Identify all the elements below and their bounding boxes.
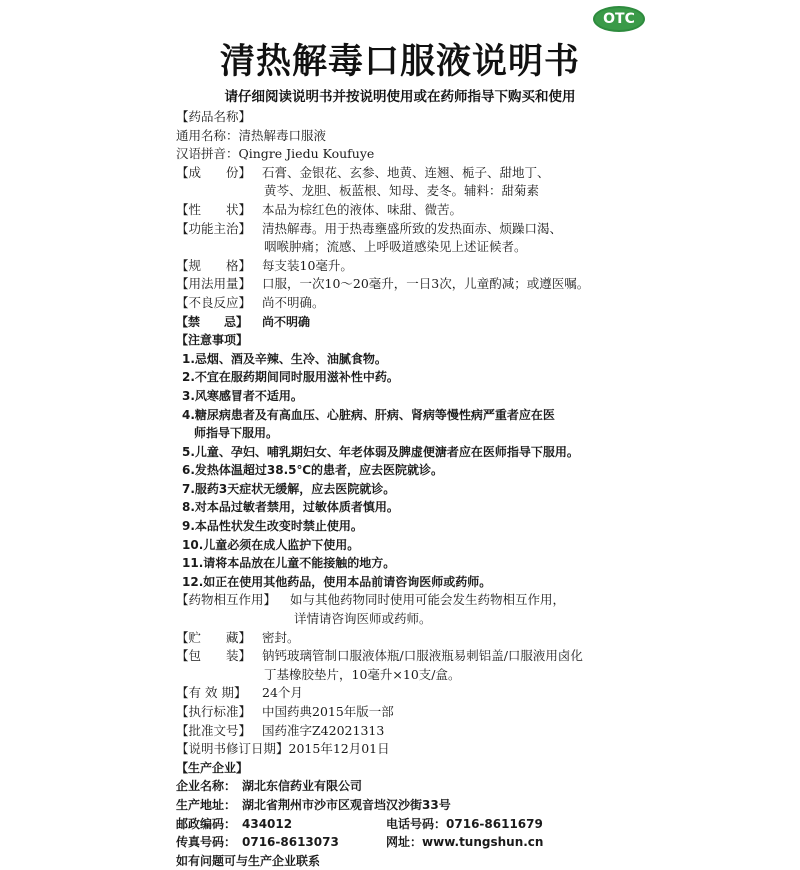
approval-label: 【批准文号】 [176, 722, 252, 738]
storage-label: 【贮 藏】 [176, 629, 252, 645]
interaction-label: 【药物相互作用】 [176, 592, 277, 608]
precaution-item-continued: 师指导下服用。 [194, 426, 279, 441]
pinyin-label: 汉语拼音： [176, 146, 239, 162]
indications-value-2: 咽喉肿痛；流感、上呼吸道感染见上述证候者。 [264, 239, 527, 255]
address-label: 生产地址： [176, 797, 237, 812]
ingredients-value-1: 石膏、金银花、玄参、地黄、连翘、栀子、甜地丁、 [262, 164, 550, 180]
validity-label: 【有 效 期】 [176, 685, 247, 701]
precaution-item: 10.儿童必须在成人监护下使用。 [182, 537, 360, 552]
precaution-item: 2.不宜在服药期间同时服用滋补性中药。 [182, 370, 399, 385]
interaction-value-1: 如与其他药物同时使用可能会发生药物相互作用， [290, 592, 566, 608]
indications-row [176, 220, 736, 239]
revision-value: 2015年12月01日 [288, 741, 390, 757]
package-row [176, 647, 736, 666]
postcode-label: 邮政编码： [176, 816, 237, 831]
precaution-item: 7.服药3天症状无缓解，应去医院就诊。 [182, 481, 396, 496]
contraindications-value: 尚不明确 [262, 314, 311, 329]
spec-row [176, 257, 736, 276]
interaction-row [176, 591, 736, 610]
appearance-value: 本品为棕红色的液体、味甜、微苦。 [262, 201, 463, 217]
precaution-item: 5.儿童、孕妇、哺乳期妇女、年老体弱及脾虚便溏者应在医师指导下服用。 [182, 444, 579, 459]
revision-label: 【说明书修订日期】 [176, 741, 289, 757]
fax-value: 0716-8613073 [242, 835, 339, 850]
approval-value: 国药准字Z42021313 [262, 722, 385, 738]
fax-label: 传真号码： [176, 835, 237, 850]
address-row [176, 796, 736, 815]
company-label: 企业名称： [176, 779, 237, 794]
approval-row [176, 722, 736, 741]
validity-row [176, 684, 736, 703]
pinyin-value: Qingre Jiedu Koufuye [238, 146, 375, 162]
phone-label: 电话号码： [386, 816, 447, 831]
leaflet-body [176, 108, 736, 870]
generic-name-value: 清热解毒口服液 [238, 127, 327, 143]
storage-row [176, 629, 736, 648]
otc-badge: OTC [593, 6, 645, 32]
precaution-item: 3.风寒感冒者不适用。 [182, 388, 303, 403]
company-value: 湖北东信药业有限公司 [242, 779, 363, 794]
phone-value: 0716-8611679 [446, 816, 543, 831]
appearance-label: 【性 状】 [176, 201, 252, 217]
dosage-label: 【用法用量】 [176, 276, 252, 292]
generic-name-row [176, 127, 736, 146]
company-row [176, 777, 736, 796]
precaution-item: 12.如正在使用其他药品，使用本品前请咨询医师或药师。 [182, 574, 492, 589]
package-value-1: 钠钙玻璃管制口服液体瓶/口服液瓶易刺铝盖/口服液用卤化 [262, 648, 583, 664]
package-value-2: 丁基橡胶垫片，10毫升×10支/盒。 [264, 666, 461, 682]
address-value: 湖北省荆州市沙市区观音垱汉沙街33号 [242, 797, 451, 812]
drug-name-header: 【药品名称】 [176, 109, 252, 124]
precaution-item: 11.请将本品放在儿童不能接触的地方。 [182, 556, 396, 571]
manufacturer-header: 【生产企业】 [176, 760, 249, 775]
footer-note: 如有问题可与生产企业联系 [176, 853, 321, 868]
adverse-row [176, 294, 736, 313]
precaution-item: 1.忌烟、酒及辛辣、生冷、油腻食物。 [182, 351, 387, 366]
standard-value: 中国药典2015年版一部 [262, 704, 394, 719]
generic-name-label: 通用名称： [176, 127, 239, 143]
precautions-header: 【注意事项】 [176, 333, 249, 348]
indications-value-1: 清热解毒。用于热毒壅盛所致的发热面赤、烦躁口渴、 [262, 220, 563, 236]
validity-value: 24个月 [262, 685, 303, 701]
postcode-phone-row [176, 815, 736, 834]
document-title: 清热解毒口服液说明书 [219, 42, 580, 82]
standard-label: 【执行标准】 [176, 704, 252, 719]
website-value: www.tungshun.cn [422, 835, 544, 850]
appearance-row [176, 201, 736, 220]
website-label: 网址： [386, 835, 423, 850]
standard-row [176, 703, 736, 722]
ingredients-row [176, 164, 736, 183]
indications-label: 【功能主治】 [176, 220, 252, 236]
contraindications-row [176, 313, 736, 332]
storage-value: 密封。 [262, 629, 300, 645]
spec-value: 每支装10毫升。 [262, 257, 353, 273]
ingredients-value-2: 黄芩、龙胆、板蓝根、知母、麦冬。辅料：甜菊素 [264, 183, 540, 199]
revision-row [176, 740, 736, 759]
precaution-item: 4.糖尿病患者及有高血压、心脏病、肝病、肾病等慢性病严重者应在医 [182, 407, 555, 422]
package-label: 【包 装】 [176, 648, 252, 664]
interaction-value-2: 详情请咨询医师或药师。 [294, 611, 432, 627]
fax-website-row [176, 833, 736, 852]
spec-label: 【规 格】 [176, 257, 252, 273]
precaution-item: 8.对本品过敏者禁用，过敏体质者慎用。 [182, 500, 399, 515]
dosage-row [176, 275, 736, 294]
document-subtitle: 请仔细阅读说明书并按说明使用或在药师指导下购买和使用 [224, 89, 576, 105]
contraindications-label: 【禁 忌】 [176, 314, 249, 329]
ingredients-label: 【成 份】 [176, 164, 252, 180]
dosage-value: 口服，一次10～20毫升，一日3次，儿童酌减；或遵医嘱。 [262, 276, 590, 292]
adverse-value: 尚不明确。 [262, 294, 325, 310]
precaution-item: 9.本品性状发生改变时禁止使用。 [182, 519, 363, 534]
postcode-value: 434012 [242, 816, 293, 831]
adverse-label: 【不良反应】 [176, 294, 252, 310]
precaution-item: 6.发热体温超过38.5℃的患者，应去医院就诊。 [182, 463, 444, 478]
pinyin-row [176, 145, 736, 164]
